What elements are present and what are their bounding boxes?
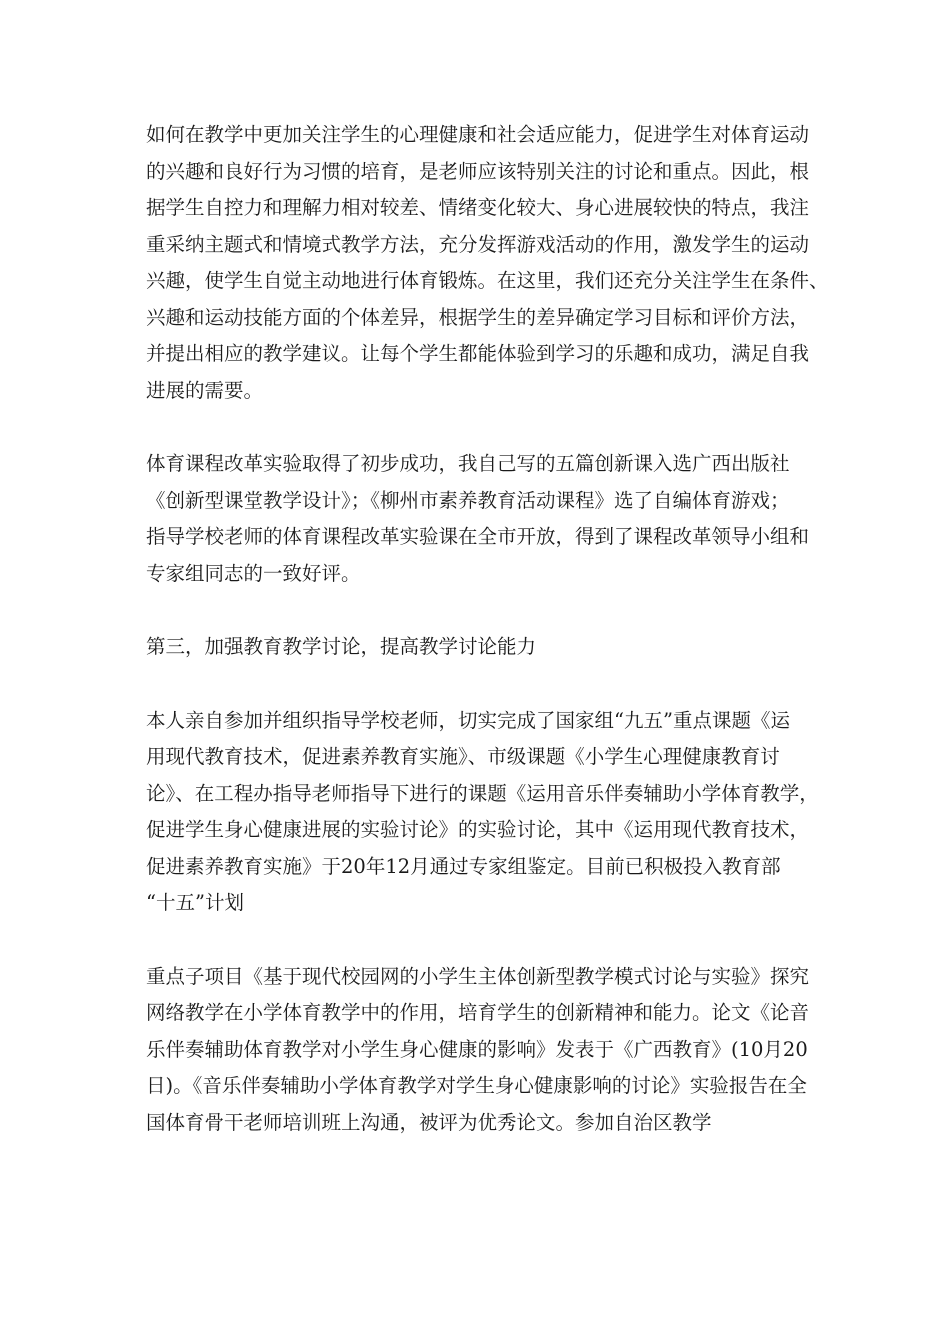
paragraph-curriculum-reform — [146, 446, 816, 592]
paragraph-gap — [146, 922, 816, 959]
text-line: 论》、在工程办指导老师指导下进行的课题《运用音乐伴奏辅助小学体育教学， — [146, 781, 819, 805]
text-line: 网络教学在小学体育教学中的作用，培育学生的创新精神和能力。论文《论音 — [146, 1001, 810, 1024]
text-line: 国体育骨干老师培训班上沟通，被评为优秀论文。参加自治区教学 — [146, 1110, 712, 1134]
text-line: 用现代教育技术，促进素养教育实施》、市级课题《小学生心理健康教育讨 — [146, 745, 780, 768]
section-heading — [146, 629, 816, 666]
text-line: 第三，加强教育教学讨论，提高教学讨论能力 — [146, 635, 537, 658]
text-line: 兴趣和运动技能方面的个体差异，根据学生的差异确定学习目标和评价方法， — [146, 305, 810, 329]
text-line: 指导学校老师的体育课程改革实验课在全市开放，得到了课程改革领导小组和 — [146, 525, 810, 548]
text-line: 本人亲自参加并组织指导学校老师，切实完成了国家组“九五”重点课题《运 — [146, 708, 790, 732]
text-line: 重采纳主题式和情境式教学方法，充分发挥游戏活动的作用，激发学生的运动 — [146, 232, 810, 256]
text-line: 如何在教学中更加关注学生的心理健康和社会适应能力，促进学生对体育运动 — [146, 123, 810, 146]
text-line: 重点子项目《基于现代校园网的小学生主体创新型教学模式讨论与实验》探究 — [146, 964, 810, 988]
paragraph-research-projects — [146, 703, 819, 922]
text-line: 据学生自控力和理解力相对较差、情绪变化较大、身心进展较快的特点，我注 — [146, 196, 810, 219]
paragraph-gap — [146, 409, 816, 446]
paragraph-gap — [146, 592, 816, 629]
text-line: 《创新型课堂教学设计》；《柳州市素养教育活动课程》选了自编体育游戏； — [146, 488, 790, 512]
text-line: 并提出相应的教学建议。让每个学生都能体验到学习的乐趣和成功，满足自我 — [146, 342, 810, 365]
text-line: 促进学生身心健康进展的实验讨论》的实验讨论，其中《运用现代教育技术， — [146, 818, 810, 841]
text-line: 乐伴奏辅助体育教学对小学生身心健康的影响》发表于《广西教育》(10月20 — [146, 1037, 808, 1061]
paragraph-subproject — [146, 959, 816, 1142]
text-line: 促进素养教育实施》于20年12月通过专家组鉴定。目前已积极投入教育部 — [146, 854, 781, 878]
paragraph-gap — [146, 666, 816, 703]
text-line: 兴趣，使学生自觉主动地进行体育锻炼。在这里，我们还充分关注学生在条件、 — [146, 269, 829, 292]
paragraph-mental-health — [146, 117, 829, 409]
text-line: 专家组同志的一致好评。 — [146, 561, 361, 585]
text-line: “十五”计划 — [146, 891, 244, 914]
text-line: 体育课程改革实验取得了初步成功，我自己写的五篇创新课入选广西出版社 — [146, 452, 790, 475]
document-body — [146, 117, 829, 1141]
text-line: 进展的需要。 — [146, 378, 264, 402]
text-line: 日)。《音乐伴奏辅助小学体育教学对学生身心健康影响的讨论》实验报告在全 — [146, 1074, 807, 1097]
text-line: 的兴趣和良好行为习惯的培育，是老师应该特别关注的讨论和重点。因此，根 — [146, 159, 810, 183]
